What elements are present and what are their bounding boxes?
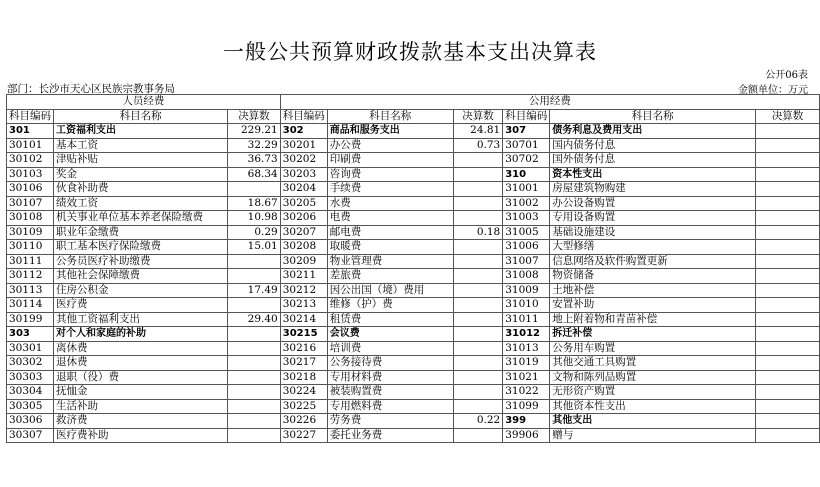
page-title: 一般公共预算财政拨款基本支出决算表 bbox=[223, 40, 597, 64]
cell-amount bbox=[755, 414, 819, 429]
col-header-name: 科目名称 bbox=[54, 109, 228, 124]
cell-amount bbox=[453, 269, 503, 284]
cell-code: 303 bbox=[7, 327, 54, 342]
cell-name: 土地补偿 bbox=[550, 283, 756, 298]
cell-name: 工资福利支出 bbox=[54, 124, 228, 139]
table-row bbox=[7, 370, 820, 385]
cell-code: 30203 bbox=[280, 167, 327, 182]
cell-code: 31009 bbox=[503, 283, 550, 298]
cell-amount bbox=[755, 356, 819, 371]
cell-code: 30114 bbox=[7, 298, 54, 313]
cell-name: 退职（役）费 bbox=[54, 370, 228, 385]
cell-code: 30307 bbox=[7, 428, 54, 443]
cell-amount bbox=[228, 254, 281, 269]
cell-amount bbox=[453, 356, 503, 371]
table-row bbox=[7, 182, 820, 197]
cell-code: 30701 bbox=[503, 138, 550, 153]
table-row bbox=[7, 240, 820, 255]
cell-amount bbox=[453, 254, 503, 269]
cell-amount bbox=[228, 399, 281, 414]
cell-name: 公务用车购置 bbox=[550, 341, 756, 356]
cell-amount: 24.81 bbox=[453, 124, 503, 139]
cell-code: 30206 bbox=[280, 211, 327, 226]
cell-name: 办公设备购置 bbox=[550, 196, 756, 211]
cell-code: 30305 bbox=[7, 399, 54, 414]
cell-code: 31019 bbox=[503, 356, 550, 371]
table-row bbox=[7, 356, 820, 371]
table-row bbox=[7, 399, 820, 414]
cell-amount bbox=[755, 211, 819, 226]
cell-code: 31010 bbox=[503, 298, 550, 313]
cell-code: 30301 bbox=[7, 341, 54, 356]
cell-code: 30306 bbox=[7, 414, 54, 429]
cell-code: 310 bbox=[503, 167, 550, 182]
personnel-section-header: 人员经费 bbox=[7, 95, 281, 110]
cell-amount bbox=[453, 428, 503, 443]
table-row bbox=[7, 414, 820, 429]
cell-code: 31022 bbox=[503, 385, 550, 400]
cell-amount bbox=[453, 399, 503, 414]
cell-name: 信息网络及软件购置更新 bbox=[550, 254, 756, 269]
cell-amount bbox=[453, 182, 503, 197]
cell-amount bbox=[755, 399, 819, 414]
cell-code: 31099 bbox=[503, 399, 550, 414]
cell-code: 30702 bbox=[503, 153, 550, 168]
table-row bbox=[7, 167, 820, 182]
cell-amount bbox=[755, 298, 819, 313]
cell-name: 租赁费 bbox=[327, 312, 453, 327]
section-header-row bbox=[7, 95, 820, 110]
column-header-row bbox=[7, 109, 820, 124]
cell-name: 资本性支出 bbox=[550, 167, 756, 182]
cell-amount bbox=[228, 428, 281, 443]
cell-name: 退休费 bbox=[54, 356, 228, 371]
cell-code: 31012 bbox=[503, 327, 550, 342]
table-row bbox=[7, 124, 820, 139]
table-row bbox=[7, 138, 820, 153]
cell-code: 31008 bbox=[503, 269, 550, 284]
amount-unit-label: 金额单位：万元 bbox=[738, 85, 808, 96]
cell-name: 其他社会保障缴费 bbox=[54, 269, 228, 284]
cell-name: 印刷费 bbox=[327, 153, 453, 168]
cell-name: 培训费 bbox=[327, 341, 453, 356]
cell-code: 30224 bbox=[280, 385, 327, 400]
cell-code: 30217 bbox=[280, 356, 327, 371]
cell-code: 30211 bbox=[280, 269, 327, 284]
cell-name: 奖金 bbox=[54, 167, 228, 182]
cell-code: 30102 bbox=[7, 153, 54, 168]
department-label: 部门：长沙市天心区民族宗教事务局 bbox=[7, 83, 175, 95]
cell-amount bbox=[755, 196, 819, 211]
cell-amount bbox=[755, 312, 819, 327]
cell-code: 30199 bbox=[7, 312, 54, 327]
cell-name: 债务利息及费用支出 bbox=[550, 124, 756, 139]
cell-name: 物资储备 bbox=[550, 269, 756, 284]
cell-name: 维修（护）费 bbox=[327, 298, 453, 313]
cell-name: 大型修缮 bbox=[550, 240, 756, 255]
table-row bbox=[7, 254, 820, 269]
cell-code: 30226 bbox=[280, 414, 327, 429]
cell-name: 会议费 bbox=[327, 327, 453, 342]
cell-amount bbox=[453, 312, 503, 327]
cell-amount: 0.22 bbox=[453, 414, 503, 429]
cell-code: 30204 bbox=[280, 182, 327, 197]
cell-amount: 68.34 bbox=[228, 167, 281, 182]
cell-code: 30101 bbox=[7, 138, 54, 153]
cell-name: 绩效工资 bbox=[54, 196, 228, 211]
cell-amount bbox=[453, 327, 503, 342]
cell-code: 30109 bbox=[7, 225, 54, 240]
cell-name: 救济费 bbox=[54, 414, 228, 429]
cell-code: 30212 bbox=[280, 283, 327, 298]
cell-code: 302 bbox=[280, 124, 327, 139]
cell-amount bbox=[453, 341, 503, 356]
table-row bbox=[7, 196, 820, 211]
cell-amount bbox=[755, 124, 819, 139]
cell-code: 30202 bbox=[280, 153, 327, 168]
col-header-amount: 决算数 bbox=[755, 109, 819, 124]
cell-name: 房屋建筑物购建 bbox=[550, 182, 756, 197]
cell-amount: 229.21 bbox=[228, 124, 281, 139]
cell-amount bbox=[228, 414, 281, 429]
cell-name: 委托业务费 bbox=[327, 428, 453, 443]
cell-code: 399 bbox=[503, 414, 550, 429]
cell-name: 抚恤金 bbox=[54, 385, 228, 400]
cell-code: 30218 bbox=[280, 370, 327, 385]
cell-code: 30215 bbox=[280, 327, 327, 342]
cell-code: 30302 bbox=[7, 356, 54, 371]
cell-amount bbox=[755, 341, 819, 356]
cell-name: 生活补助 bbox=[54, 399, 228, 414]
cell-name: 差旅费 bbox=[327, 269, 453, 284]
cell-amount bbox=[755, 240, 819, 255]
col-header-amount: 决算数 bbox=[228, 109, 281, 124]
cell-code: 30214 bbox=[280, 312, 327, 327]
cell-amount: 17.49 bbox=[228, 283, 281, 298]
cell-code: 30303 bbox=[7, 370, 54, 385]
cell-code: 31003 bbox=[503, 211, 550, 226]
cell-code: 30304 bbox=[7, 385, 54, 400]
cell-name: 专用材料费 bbox=[327, 370, 453, 385]
cell-amount bbox=[453, 240, 503, 255]
cell-amount bbox=[453, 385, 503, 400]
cell-code: 31011 bbox=[503, 312, 550, 327]
cell-name: 机关事业单位基本养老保险缴费 bbox=[54, 211, 228, 226]
col-header-code: 科目编码 bbox=[280, 109, 327, 124]
cell-amount: 0.73 bbox=[453, 138, 503, 153]
cell-amount bbox=[755, 385, 819, 400]
table-row bbox=[7, 211, 820, 226]
cell-amount bbox=[755, 182, 819, 197]
table-row bbox=[7, 327, 820, 342]
cell-name: 商品和服务支出 bbox=[327, 124, 453, 139]
cell-amount: 18.67 bbox=[228, 196, 281, 211]
cell-amount bbox=[755, 283, 819, 298]
cell-amount bbox=[755, 225, 819, 240]
cell-code: 31005 bbox=[503, 225, 550, 240]
cell-name: 取暖费 bbox=[327, 240, 453, 255]
cell-name: 医疗费补助 bbox=[54, 428, 228, 443]
cell-code: 30108 bbox=[7, 211, 54, 226]
cell-amount: 0.18 bbox=[453, 225, 503, 240]
cell-name: 离休费 bbox=[54, 341, 228, 356]
cell-code: 39906 bbox=[503, 428, 550, 443]
cell-name: 文物和陈列品购置 bbox=[550, 370, 756, 385]
cell-name: 安置补助 bbox=[550, 298, 756, 313]
cell-amount bbox=[453, 298, 503, 313]
expenditure-table bbox=[6, 94, 820, 443]
cell-amount bbox=[755, 269, 819, 284]
cell-amount bbox=[755, 327, 819, 342]
cell-amount: 32.29 bbox=[228, 138, 281, 153]
cell-code: 31006 bbox=[503, 240, 550, 255]
cell-code: 30106 bbox=[7, 182, 54, 197]
public-section-header: 公用经费 bbox=[280, 95, 819, 110]
cell-code: 30208 bbox=[280, 240, 327, 255]
cell-name: 对个人和家庭的补助 bbox=[54, 327, 228, 342]
cell-name: 专用设备购置 bbox=[550, 211, 756, 226]
cell-amount bbox=[453, 211, 503, 226]
table-row bbox=[7, 312, 820, 327]
cell-amount bbox=[755, 428, 819, 443]
cell-code: 31002 bbox=[503, 196, 550, 211]
cell-name: 专用燃料费 bbox=[327, 399, 453, 414]
cell-amount bbox=[755, 254, 819, 269]
cell-name: 其他交通工具购置 bbox=[550, 356, 756, 371]
cell-name: 咨询费 bbox=[327, 167, 453, 182]
cell-code: 30225 bbox=[280, 399, 327, 414]
table-row bbox=[7, 428, 820, 443]
col-header-name: 科目名称 bbox=[327, 109, 453, 124]
cell-amount bbox=[228, 370, 281, 385]
cell-amount bbox=[228, 182, 281, 197]
table-row bbox=[7, 153, 820, 168]
cell-code: 30201 bbox=[280, 138, 327, 153]
cell-code: 30209 bbox=[280, 254, 327, 269]
cell-code: 30113 bbox=[7, 283, 54, 298]
col-header-code: 科目编码 bbox=[503, 109, 550, 124]
cell-amount bbox=[453, 283, 503, 298]
cell-amount bbox=[755, 167, 819, 182]
cell-amount bbox=[228, 385, 281, 400]
table-row bbox=[7, 269, 820, 284]
cell-name: 办公费 bbox=[327, 138, 453, 153]
cell-name: 其他工资福利支出 bbox=[54, 312, 228, 327]
cell-name: 劳务费 bbox=[327, 414, 453, 429]
cell-amount bbox=[228, 341, 281, 356]
cell-amount: 15.01 bbox=[228, 240, 281, 255]
cell-name: 基础设施建设 bbox=[550, 225, 756, 240]
cell-amount bbox=[228, 356, 281, 371]
cell-name: 地上附着物和青苗补偿 bbox=[550, 312, 756, 327]
cell-name: 被装购置费 bbox=[327, 385, 453, 400]
cell-name: 无形资产购置 bbox=[550, 385, 756, 400]
cell-amount bbox=[453, 370, 503, 385]
cell-amount bbox=[755, 153, 819, 168]
table-row bbox=[7, 341, 820, 356]
cell-code: 31001 bbox=[503, 182, 550, 197]
cell-code: 30205 bbox=[280, 196, 327, 211]
cell-amount bbox=[228, 327, 281, 342]
cell-amount: 29.40 bbox=[228, 312, 281, 327]
cell-name: 邮电费 bbox=[327, 225, 453, 240]
cell-amount bbox=[453, 167, 503, 182]
cell-name: 国内债务付息 bbox=[550, 138, 756, 153]
cell-name: 住房公积金 bbox=[54, 283, 228, 298]
table-row bbox=[7, 298, 820, 313]
cell-code: 31013 bbox=[503, 341, 550, 356]
cell-name: 国外债务付息 bbox=[550, 153, 756, 168]
cell-code: 30112 bbox=[7, 269, 54, 284]
table-row bbox=[7, 225, 820, 240]
cell-amount bbox=[453, 196, 503, 211]
form-code: 公开06表 bbox=[765, 70, 808, 81]
cell-name: 赠与 bbox=[550, 428, 756, 443]
cell-name: 水费 bbox=[327, 196, 453, 211]
cell-code: 30110 bbox=[7, 240, 54, 255]
cell-name: 基本工资 bbox=[54, 138, 228, 153]
cell-amount: 36.73 bbox=[228, 153, 281, 168]
cell-name: 其他支出 bbox=[550, 414, 756, 429]
cell-name: 职工基本医疗保险缴费 bbox=[54, 240, 228, 255]
cell-code: 30111 bbox=[7, 254, 54, 269]
cell-name: 职业年金缴费 bbox=[54, 225, 228, 240]
cell-name: 其他资本性支出 bbox=[550, 399, 756, 414]
cell-code: 307 bbox=[503, 124, 550, 139]
col-header-code: 科目编码 bbox=[7, 109, 54, 124]
cell-code: 31007 bbox=[503, 254, 550, 269]
cell-amount: 0.29 bbox=[228, 225, 281, 240]
cell-name: 公务接待费 bbox=[327, 356, 453, 371]
cell-name: 因公出国（境）费用 bbox=[327, 283, 453, 298]
cell-name: 伙食补助费 bbox=[54, 182, 228, 197]
col-header-name: 科目名称 bbox=[550, 109, 756, 124]
cell-amount bbox=[228, 269, 281, 284]
cell-code: 30103 bbox=[7, 167, 54, 182]
cell-name: 津贴补贴 bbox=[54, 153, 228, 168]
cell-code: 30227 bbox=[280, 428, 327, 443]
cell-code: 31021 bbox=[503, 370, 550, 385]
cell-code: 30216 bbox=[280, 341, 327, 356]
cell-name: 医疗费 bbox=[54, 298, 228, 313]
cell-amount bbox=[755, 138, 819, 153]
cell-code: 30107 bbox=[7, 196, 54, 211]
table-row bbox=[7, 283, 820, 298]
cell-amount bbox=[453, 153, 503, 168]
cell-code: 301 bbox=[7, 124, 54, 139]
cell-amount: 10.98 bbox=[228, 211, 281, 226]
cell-name: 拆迁补偿 bbox=[550, 327, 756, 342]
cell-code: 30207 bbox=[280, 225, 327, 240]
cell-amount bbox=[228, 298, 281, 313]
cell-code: 30213 bbox=[280, 298, 327, 313]
cell-name: 电费 bbox=[327, 211, 453, 226]
table-row bbox=[7, 385, 820, 400]
col-header-amount: 决算数 bbox=[453, 109, 503, 124]
cell-name: 公务员医疗补助缴费 bbox=[54, 254, 228, 269]
cell-name: 物业管理费 bbox=[327, 254, 453, 269]
cell-amount bbox=[755, 370, 819, 385]
cell-name: 手续费 bbox=[327, 182, 453, 197]
